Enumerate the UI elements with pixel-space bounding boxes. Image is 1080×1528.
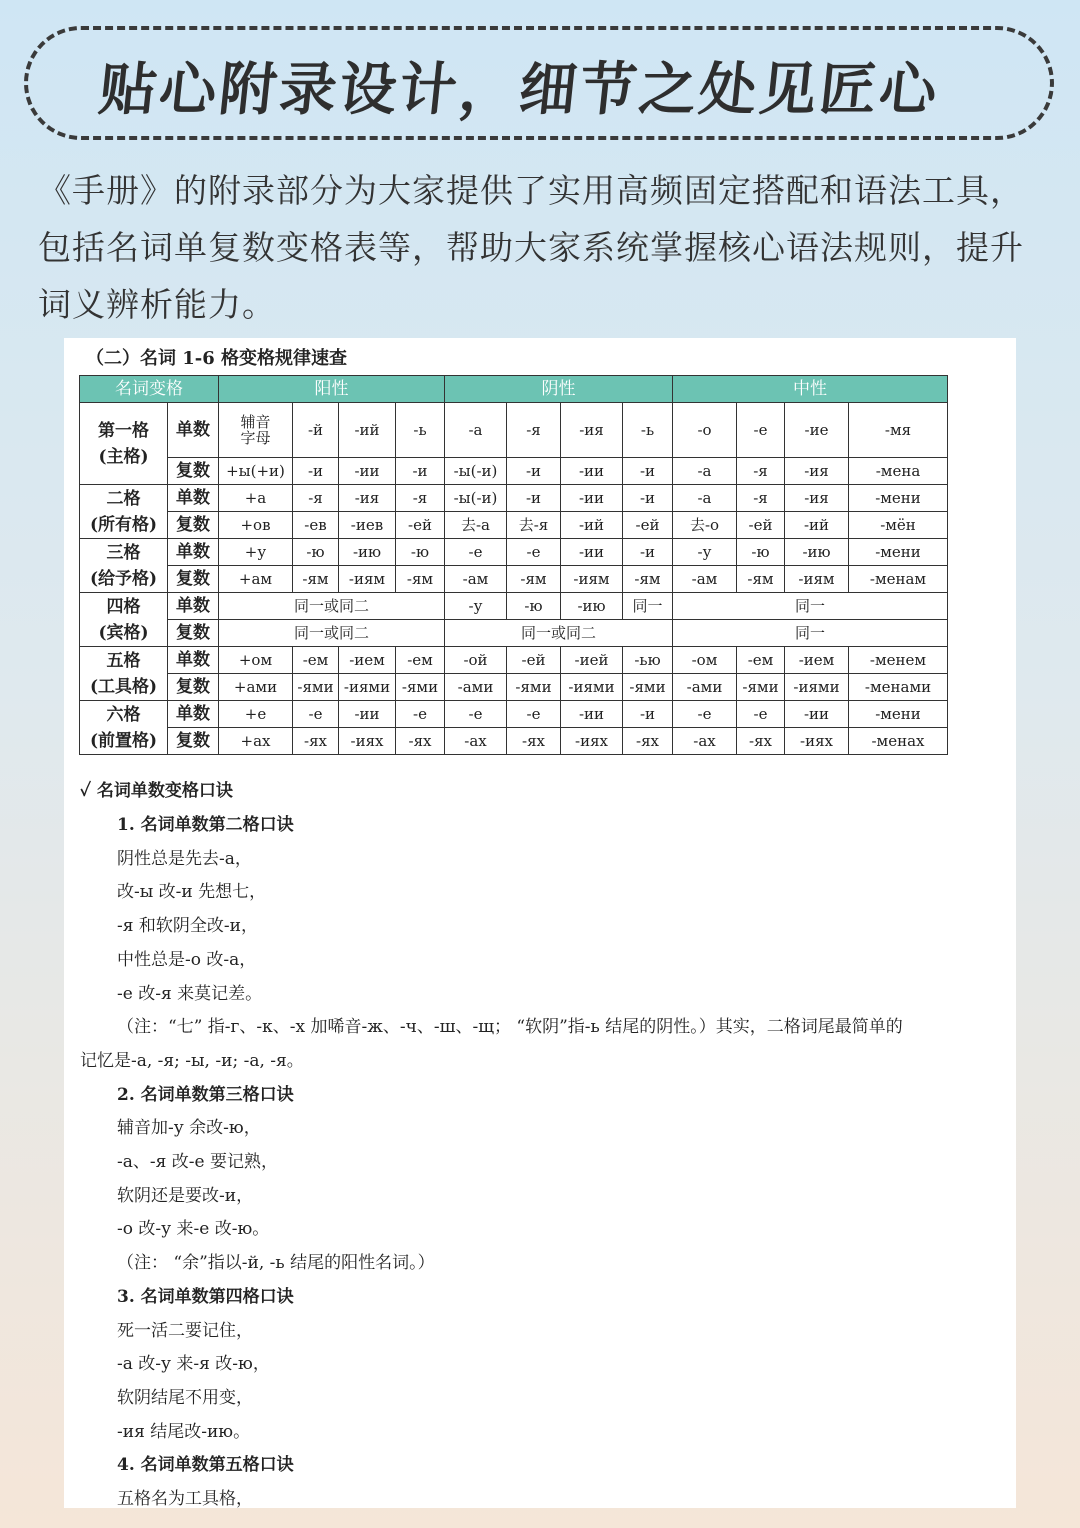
ending-cell: -ями	[623, 674, 673, 701]
section-title: （二）名词 1-6 格变格规律速查	[86, 348, 348, 369]
mnemonic-line: -а、-я 改-е 要记熟，	[117, 1152, 278, 1172]
ending-cell: -ой	[445, 647, 507, 674]
ending-cell: -и	[293, 458, 339, 485]
ending-cell: -ии	[339, 701, 396, 728]
ending-cell: -я	[737, 458, 785, 485]
number-cell: 复数	[168, 674, 219, 701]
ending-cell: -ами	[445, 674, 507, 701]
mnemonic-line: -я 和软阴全改-и，	[117, 916, 258, 937]
ending-cell: -ии	[561, 485, 623, 512]
header-cell-feminine: 阴性	[445, 376, 673, 403]
ending-cell: -ях	[396, 728, 445, 755]
ending-cell: -е	[507, 701, 561, 728]
ending-cell: -и	[623, 485, 673, 512]
table-row	[80, 458, 948, 485]
ending-cell: -ием	[785, 647, 849, 674]
ending-cell: -мён	[849, 512, 948, 539]
number-cell: 复数	[168, 728, 219, 755]
appendix-page	[64, 338, 1016, 1508]
ending-cell: -ей	[396, 512, 445, 539]
mnemonic-line: -е 改-я 来莫记差。	[117, 983, 263, 1004]
ending-cell: -ях	[737, 728, 785, 755]
mnemonic-line: -а 改-у 来-я 改-ю，	[117, 1354, 270, 1375]
ending-cell: 同一	[623, 593, 673, 620]
ending-cell: -у	[673, 539, 737, 566]
ending-cell: +е	[219, 701, 293, 728]
ending-cell: -ю	[737, 539, 785, 566]
header-cell-masculine: 阳性	[219, 376, 445, 403]
table-row	[80, 593, 948, 620]
mnemonic-line: -о 改-у 来-е 改-ю。	[117, 1219, 270, 1240]
ending-cell: -ий	[561, 512, 623, 539]
ending-cell: -ем	[737, 647, 785, 674]
ending-cell: -я	[507, 403, 561, 458]
ending-cell: -иев	[339, 512, 396, 539]
ending-cell: -е	[737, 701, 785, 728]
ending-cell: -мени	[849, 701, 948, 728]
mnemonic-line: 阴性总是先去-а，	[117, 848, 252, 869]
ending-cell: -менам	[849, 566, 948, 593]
header-cell-neuter: 中性	[673, 376, 948, 403]
ending-cell: -ями	[293, 674, 339, 701]
case-name-cell: 四格 (宾格)	[80, 593, 168, 647]
ending-cell: -ией	[561, 647, 623, 674]
mnemonic-line: 软阴还是要改-и，	[117, 1185, 254, 1206]
ending-cell: -ю	[396, 539, 445, 566]
ending-cell: -ы(-и)	[445, 458, 507, 485]
ending-cell: 同一	[673, 593, 948, 620]
mnemonic-line: 中性总是-о 改-а，	[117, 949, 257, 970]
ending-cell: 同一或同二	[445, 620, 673, 647]
ending-cell: +ах	[219, 728, 293, 755]
ending-cell: -менах	[849, 728, 948, 755]
ending-cell: -иям	[561, 566, 623, 593]
ending-cell: -ии	[561, 458, 623, 485]
ending-cell: -ию	[785, 539, 849, 566]
ending-cell: 同一	[673, 620, 948, 647]
ending-cell: -ями	[396, 674, 445, 701]
case-name-cell: 二格 (所有格)	[80, 485, 168, 539]
ending-cell: -ию	[339, 539, 396, 566]
ending-cell: -ь	[623, 403, 673, 458]
ending-cell: -ах	[445, 728, 507, 755]
ending-cell: -я	[737, 485, 785, 512]
ending-cell: -ям	[507, 566, 561, 593]
number-cell: 复数	[168, 620, 219, 647]
ending-cell: -и	[623, 701, 673, 728]
ending-cell: -и	[623, 458, 673, 485]
table-row	[80, 728, 948, 755]
ending-cell: -а	[673, 485, 737, 512]
ending-cell: -мени	[849, 485, 948, 512]
ending-cell: -ии	[339, 458, 396, 485]
ending-cell: -ами	[673, 674, 737, 701]
case-name-cell: 三格 (给予格)	[80, 539, 168, 593]
ending-cell: -ием	[339, 647, 396, 674]
mnemonic-line: （注： “余”指以-й, -ь 结尾的阳性名词。）	[117, 1253, 435, 1274]
number-cell: 单数	[168, 701, 219, 728]
header-cell: 名词变格	[80, 376, 219, 403]
ending-cell: -иях	[561, 728, 623, 755]
ending-cell: -ям	[293, 566, 339, 593]
declension-table	[79, 375, 948, 755]
ending-cell: +у	[219, 539, 293, 566]
ending-cell: -ем	[293, 647, 339, 674]
case-name-cell: 五格 (工具格)	[80, 647, 168, 701]
mnemonic-line: 记忆是-а, -я; -ы, -и; -а, -я。	[80, 1050, 304, 1071]
ending-cell: -ах	[673, 728, 737, 755]
table-body	[80, 403, 948, 755]
ending-cell: -ю	[507, 593, 561, 620]
ending-cell: -ями	[737, 674, 785, 701]
ending-cell: -е	[673, 701, 737, 728]
table-row	[80, 403, 948, 458]
ending-cell: 去-о	[673, 512, 737, 539]
mnemonic-line: 辅音加-у 余改-ю，	[117, 1118, 261, 1139]
ending-cell: -е	[293, 701, 339, 728]
table-row	[80, 512, 948, 539]
ending-cell: -ю	[293, 539, 339, 566]
ending-cell: -я	[293, 485, 339, 512]
table-row	[80, 620, 948, 647]
mnemonic-line: -ия 结尾改-ию。	[117, 1421, 251, 1442]
ending-cell: 同一或同二	[219, 620, 445, 647]
ending-cell: -ям	[737, 566, 785, 593]
ending-cell: -и	[507, 458, 561, 485]
ending-cell: -ей	[737, 512, 785, 539]
ending-cell: +ам	[219, 566, 293, 593]
number-cell: 复数	[168, 566, 219, 593]
ending-cell: -и	[507, 485, 561, 512]
ending-cell: 辅音 字母	[219, 403, 293, 458]
number-cell: 单数	[168, 647, 219, 674]
ending-cell: +ом	[219, 647, 293, 674]
ending-cell: 去-я	[507, 512, 561, 539]
ending-cell: -ев	[293, 512, 339, 539]
ending-cell: -мени	[849, 539, 948, 566]
ending-cell: -ь	[396, 403, 445, 458]
ending-cell: +а	[219, 485, 293, 512]
mnemonic-line: 死一活二要记住，	[117, 1320, 253, 1341]
ending-cell: +ы(+и)	[219, 458, 293, 485]
ending-cell: -ей	[623, 512, 673, 539]
ending-cell: +ами	[219, 674, 293, 701]
ending-cell: -е	[507, 539, 561, 566]
ending-cell: -е	[396, 701, 445, 728]
ending-cell: -иями	[785, 674, 849, 701]
ending-cell: -иях	[785, 728, 849, 755]
ending-cell: -е	[445, 539, 507, 566]
ending-cell: -ей	[507, 647, 561, 674]
mnemonic-line: （注：“七” 指-г、-к、-х 加唏音-ж、-ч、-ш、-щ； “软阴”指-ь 结尾的阴性。）其实，二格词尾最简单的	[117, 1017, 903, 1038]
number-cell: 单数	[168, 403, 219, 458]
ending-cell: -мя	[849, 403, 948, 458]
ending-cell: -и	[623, 539, 673, 566]
ending-cell: -иях	[339, 728, 396, 755]
table-row	[80, 647, 948, 674]
ending-cell: -а	[673, 458, 737, 485]
ending-cell: -ам	[673, 566, 737, 593]
ending-cell: -ии	[561, 701, 623, 728]
notes-heading: ✓ 名词单数变格口诀	[80, 781, 233, 801]
ending-cell: -ий	[785, 512, 849, 539]
ending-cell: -ям	[396, 566, 445, 593]
ending-cell: -е	[445, 701, 507, 728]
ending-cell: -ях	[507, 728, 561, 755]
ending-cell: -а	[445, 403, 507, 458]
ending-cell: -ии	[561, 539, 623, 566]
ending-cell: -о	[673, 403, 737, 458]
ending-cell: 同一或同二	[219, 593, 445, 620]
ending-cell: +ов	[219, 512, 293, 539]
ending-cell: -иями	[561, 674, 623, 701]
ending-cell: -ях	[623, 728, 673, 755]
ending-cell: -ях	[293, 728, 339, 755]
ending-cell: -ии	[785, 701, 849, 728]
ending-cell: -иям	[339, 566, 396, 593]
ending-cell: -ия	[561, 403, 623, 458]
ending-cell: -ям	[623, 566, 673, 593]
ending-cell: -ия	[785, 458, 849, 485]
ending-cell: -у	[445, 593, 507, 620]
mnemonic-line: 软阴结尾不用变，	[117, 1387, 253, 1408]
ending-cell: -мена	[849, 458, 948, 485]
table-row	[80, 566, 948, 593]
ending-cell: -ы(-и)	[445, 485, 507, 512]
ending-cell: -и	[396, 458, 445, 485]
ending-cell: -иям	[785, 566, 849, 593]
ending-cell: -менем	[849, 647, 948, 674]
ending-cell: -ия	[785, 485, 849, 512]
number-cell: 单数	[168, 539, 219, 566]
intro-paragraph: 《手册》的附录部分为大家提供了实用高频固定搭配和语法工具，包括名词单复数变格表等，帮助大家系统掌握核心语法规则，提升词义辨析能力。	[38, 171, 1024, 324]
ending-cell: -менами	[849, 674, 948, 701]
page-title: 贴心附录设计，细节之处见匠心	[96, 57, 943, 123]
ending-cell: -ями	[507, 674, 561, 701]
number-cell: 复数	[168, 458, 219, 485]
ending-cell: -е	[737, 403, 785, 458]
number-cell: 复数	[168, 512, 219, 539]
mnemonic-heading: 2. 名词单数第三格口诀	[117, 1084, 294, 1105]
ending-cell: -ью	[623, 647, 673, 674]
ending-cell: -ий	[339, 403, 396, 458]
mnemonic-heading: 1. 名词单数第二格口诀	[117, 815, 294, 835]
ending-cell: -ие	[785, 403, 849, 458]
ending-cell: -ом	[673, 647, 737, 674]
mnemonic-line: 五格名为工具格，	[117, 1489, 253, 1508]
number-cell: 单数	[168, 485, 219, 512]
ending-cell: -ия	[339, 485, 396, 512]
ending-cell: -я	[396, 485, 445, 512]
mnemonic-line: 改-ы 改-и 先想七，	[117, 882, 267, 903]
table-row	[80, 539, 948, 566]
ending-cell: -ию	[561, 593, 623, 620]
mnemonic-heading: 3. 名词单数第四格口诀	[117, 1286, 294, 1307]
ending-cell: -й	[293, 403, 339, 458]
ending-cell: -ам	[445, 566, 507, 593]
table-header-row	[80, 376, 948, 403]
case-name-cell: 六格 (前置格)	[80, 701, 168, 755]
ending-cell: -ем	[396, 647, 445, 674]
mnemonic-heading: 4. 名词单数第五格口诀	[117, 1455, 294, 1476]
table-row	[80, 701, 948, 728]
table-row	[80, 674, 948, 701]
table-row	[80, 485, 948, 512]
ending-cell: -иями	[339, 674, 396, 701]
case-name-cell: 第一格 (主格)	[80, 403, 168, 485]
ending-cell: 去-а	[445, 512, 507, 539]
number-cell: 单数	[168, 593, 219, 620]
